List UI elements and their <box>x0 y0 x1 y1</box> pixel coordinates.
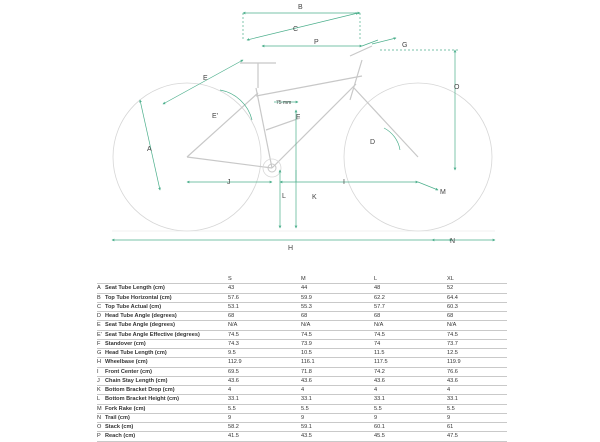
size-header-xl: XL <box>447 275 507 284</box>
label-e-effective: E' <box>212 113 219 120</box>
row-value-xl: 74.5 <box>447 330 507 339</box>
row-label: Fork Rake (cm) <box>105 404 228 413</box>
row-value-m: 4 <box>301 386 374 395</box>
label-n: N <box>450 238 456 245</box>
row-label: Head Tube Length (cm) <box>105 349 228 358</box>
row-value-s: 112.9 <box>228 358 301 367</box>
row-value-l: 11.5 <box>374 349 447 358</box>
dimension-lines <box>112 13 495 240</box>
row-label: Reach (cm) <box>105 432 228 441</box>
row-letter: C <box>97 302 105 311</box>
row-label: Top Tube Horizontal (cm) <box>105 293 228 302</box>
size-header-m: M <box>301 275 374 284</box>
label-d: D <box>370 139 376 146</box>
row-label: Seat Tube Length (cm) <box>105 284 228 293</box>
row-value-s: 33.1 <box>228 395 301 404</box>
row-value-xl: 5.5 <box>447 404 507 413</box>
label-h: H <box>288 245 294 252</box>
row-value-xl: 52 <box>447 284 507 293</box>
label-m: M <box>440 189 446 196</box>
row-value-m: 9 <box>301 413 374 422</box>
frame <box>187 46 418 168</box>
row-value-m: 43.5 <box>301 432 374 441</box>
row-value-m: 10.5 <box>301 349 374 358</box>
row-value-s: 74.3 <box>228 339 301 348</box>
table-row <box>97 321 507 330</box>
size-header-l: L <box>374 275 447 284</box>
row-value-m: 59.9 <box>301 293 374 302</box>
row-value-l: 48 <box>374 284 447 293</box>
row-label: Seat Tube Angle (degrees) <box>105 321 228 330</box>
label-j: J <box>227 179 231 186</box>
label-c: C <box>293 26 299 33</box>
row-value-xl: 64.4 <box>447 293 507 302</box>
row-value-xl: 33.1 <box>447 395 507 404</box>
label-i: I <box>343 179 345 186</box>
geometry-table <box>97 275 507 442</box>
row-label: Wheelbase (cm) <box>105 358 228 367</box>
row-letter: G <box>97 349 105 358</box>
geometry-table-body <box>97 284 507 441</box>
table-row <box>97 423 507 432</box>
table-row <box>97 413 507 422</box>
row-value-xl: 61 <box>447 423 507 432</box>
row-value-s: 57.6 <box>228 293 301 302</box>
row-value-s: 68 <box>228 312 301 321</box>
row-value-xl: 119.9 <box>447 358 507 367</box>
row-value-s: 5.5 <box>228 404 301 413</box>
row-value-l: 45.5 <box>374 432 447 441</box>
row-value-xl: 12.5 <box>447 349 507 358</box>
table-row <box>97 358 507 367</box>
row-value-xl: 43.6 <box>447 376 507 385</box>
row-value-xl: 68 <box>447 312 507 321</box>
row-value-xl: 73.7 <box>447 339 507 348</box>
row-letter: L <box>97 395 105 404</box>
row-value-l: 74 <box>374 339 447 348</box>
row-label: Chain Stay Length (cm) <box>105 376 228 385</box>
row-value-l: 5.5 <box>374 404 447 413</box>
label-f: F <box>296 114 301 121</box>
row-letter: P <box>97 432 105 441</box>
row-value-l: 117.5 <box>374 358 447 367</box>
row-value-xl: N/A <box>447 321 507 330</box>
seatpost-callout: 75 mm <box>276 100 292 106</box>
row-letter: E' <box>97 330 105 339</box>
table-header-row <box>97 275 507 284</box>
row-label: Top Tube Actual (cm) <box>105 302 228 311</box>
row-letter: M <box>97 404 105 413</box>
row-label: Stack (cm) <box>105 423 228 432</box>
table-row <box>97 293 507 302</box>
row-value-s: N/A <box>228 321 301 330</box>
row-value-xl: 76.6 <box>447 367 507 376</box>
row-label: Front Center (cm) <box>105 367 228 376</box>
row-label: Standover (cm) <box>105 339 228 348</box>
row-value-l: 4 <box>374 386 447 395</box>
row-value-s: 53.1 <box>228 302 301 311</box>
row-value-s: 43 <box>228 284 301 293</box>
row-letter: B <box>97 293 105 302</box>
row-value-l: 9 <box>374 413 447 422</box>
row-value-l: 62.2 <box>374 293 447 302</box>
row-value-s: 9.5 <box>228 349 301 358</box>
row-letter: A <box>97 284 105 293</box>
size-header-s: S <box>228 275 301 284</box>
row-value-s: 9 <box>228 413 301 422</box>
row-label: Trail (cm) <box>105 413 228 422</box>
label-l: L <box>282 193 286 200</box>
row-value-m: 33.1 <box>301 395 374 404</box>
table-row <box>97 376 507 385</box>
row-value-xl: 4 <box>447 386 507 395</box>
row-value-l: 68 <box>374 312 447 321</box>
dimension-labels <box>147 4 460 252</box>
label-p: P <box>314 39 319 46</box>
row-letter: E <box>97 321 105 330</box>
label-k: K <box>312 194 317 201</box>
table-row <box>97 386 507 395</box>
table-row <box>97 284 507 293</box>
row-value-m: 71.8 <box>301 367 374 376</box>
row-value-l: 43.6 <box>374 376 447 385</box>
row-value-m: 74.5 <box>301 330 374 339</box>
row-value-m: 73.9 <box>301 339 374 348</box>
table-row <box>97 339 507 348</box>
row-value-xl: 60.3 <box>447 302 507 311</box>
row-letter: J <box>97 376 105 385</box>
label-a: A <box>147 146 152 153</box>
row-label: Bottom Bracket Drop (cm) <box>105 386 228 395</box>
table-row <box>97 349 507 358</box>
row-value-xl: 9 <box>447 413 507 422</box>
row-letter: I <box>97 367 105 376</box>
row-value-m: 68 <box>301 312 374 321</box>
row-letter: D <box>97 312 105 321</box>
table-row <box>97 395 507 404</box>
row-label: Bottom Bracket Height (cm) <box>105 395 228 404</box>
row-letter: H <box>97 358 105 367</box>
label-b: B <box>298 4 303 11</box>
table-row <box>97 312 507 321</box>
table-row <box>97 404 507 413</box>
row-letter: N <box>97 413 105 422</box>
row-value-l: 74.2 <box>374 367 447 376</box>
row-value-m: N/A <box>301 321 374 330</box>
row-value-l: 33.1 <box>374 395 447 404</box>
row-value-m: 59.1 <box>301 423 374 432</box>
table-row <box>97 367 507 376</box>
row-value-l: N/A <box>374 321 447 330</box>
row-value-m: 116.1 <box>301 358 374 367</box>
row-value-s: 74.5 <box>228 330 301 339</box>
row-value-m: 44 <box>301 284 374 293</box>
row-value-l: 60.1 <box>374 423 447 432</box>
row-value-l: 74.5 <box>374 330 447 339</box>
row-value-s: 58.2 <box>228 423 301 432</box>
label-g: G <box>402 42 408 49</box>
row-value-s: 43.6 <box>228 376 301 385</box>
label-e: E <box>203 75 208 82</box>
row-value-m: 55.3 <box>301 302 374 311</box>
row-letter: O <box>97 423 105 432</box>
table-row <box>97 330 507 339</box>
row-letter: K <box>97 386 105 395</box>
row-value-m: 43.6 <box>301 376 374 385</box>
row-value-s: 69.5 <box>228 367 301 376</box>
row-value-s: 4 <box>228 386 301 395</box>
row-letter: F <box>97 339 105 348</box>
row-value-m: 5.5 <box>301 404 374 413</box>
label-o: O <box>454 84 460 91</box>
table-row <box>97 302 507 311</box>
row-value-xl: 47.5 <box>447 432 507 441</box>
row-value-l: 57.7 <box>374 302 447 311</box>
row-label: Head Tube Angle (degrees) <box>105 312 228 321</box>
row-label: Seat Tube Angle Effective (degrees) <box>105 330 228 339</box>
row-value-s: 41.5 <box>228 432 301 441</box>
